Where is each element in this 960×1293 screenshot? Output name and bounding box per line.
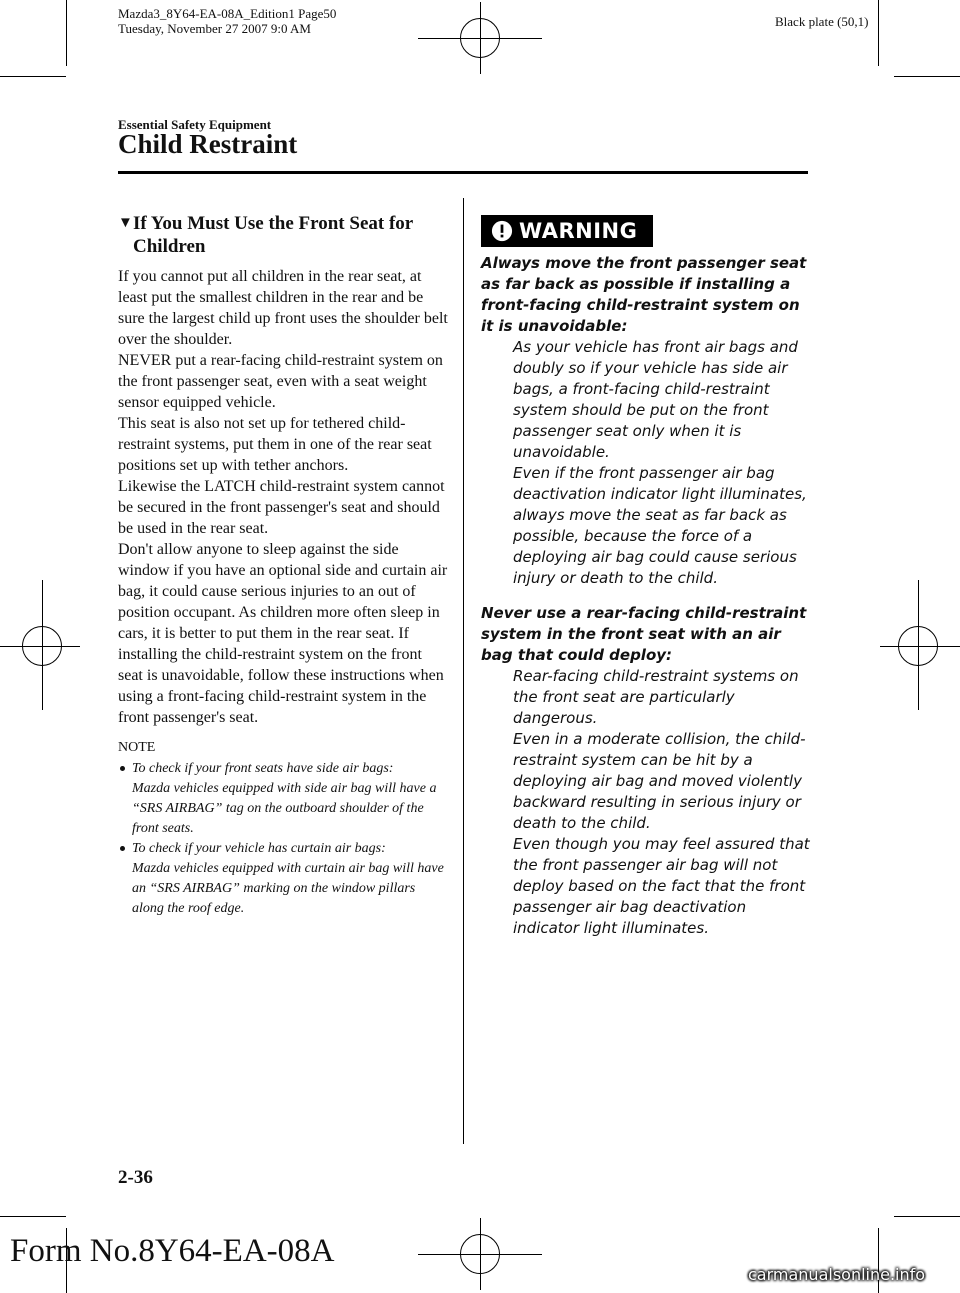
page-number: 2-36 (118, 1167, 153, 1188)
column-divider (463, 198, 464, 1144)
sub-heading (118, 212, 448, 258)
printer-slug-line: Tuesday, November 27 2007 9:0 AM (118, 21, 311, 36)
printer-slug (118, 6, 336, 36)
warning-label: WARNING (519, 219, 638, 243)
warning-body: Rear-facing child-restraint systems on the front seat are particularly dangerous. (513, 667, 799, 727)
printer-slug-line: Mazda3_8Y64-EA-08A_Edition1 Page50 (118, 6, 337, 21)
note-label: NOTE (118, 740, 156, 755)
warning-lead: Always move the front passenger seat as far back as possible if installing a front-facing child-restraint system on it is unavoidable: (481, 254, 807, 335)
note-item (118, 839, 448, 919)
note-item (118, 759, 448, 839)
warning-lead: Never use a rear-facing child-restraint system in the front seat with an air bag that could deploy: (481, 604, 807, 664)
plate-label: Black plate (50,1) (775, 14, 869, 29)
left-column (118, 212, 448, 919)
bullet-icon (120, 846, 125, 851)
warning-body: As your vehicle has front air bags and doubly so if your vehicle has side air bags, a front-facing child-restraint system should be put on the front passenger seat only when it is unavoidable. (513, 338, 798, 461)
note-detail: Mazda vehicles equipped with curtain air bag will have an “SRS AIRBAG” marking on the window pillars along the roof edge. (132, 861, 444, 916)
warning-icon (491, 220, 513, 242)
triangle-down-icon: ▼ (118, 215, 133, 231)
note-lead: To check if your vehicle has curtain air bags: (132, 841, 386, 856)
title-rule (118, 171, 808, 174)
note-list (118, 759, 448, 919)
warning-body: Even though you may feel assured that the front passenger air bag will not deploy based on the fact that the front passenger air bag deactivation indicator light illuminates. (513, 835, 810, 937)
page-title: Child Restraint (118, 129, 298, 159)
section-label: Essential Safety Equipment (118, 117, 272, 132)
warning-block (481, 253, 811, 589)
warning-badge (481, 215, 653, 247)
body-paragraph: NEVER put a rear-facing child-restraint system on the front passenger seat, even with a seat weight sensor equipped vehicle. (118, 352, 443, 411)
warning-body: Even in a moderate collision, the child-restraint system can be hit by a deploying air bag and moved violently backward resulting in serious injury or death to the child. (513, 730, 806, 832)
watermark: carmanualsonline.info (748, 1265, 926, 1284)
warning-body: Even if the front passenger air bag deactivation indicator light illuminates, always move the seat as far back as possible, because the force of a deploying air bag could cause serious injury or death to the child. (513, 464, 807, 587)
bullet-icon (120, 766, 125, 771)
body-paragraph: If you cannot put all children in the rear seat, at least put the smallest children in the rear and be sure the largest child up front uses the shoulder belt over the shoulder. (118, 268, 448, 348)
sub-heading-text: If You Must Use the Front Seat for Children (133, 213, 413, 257)
note-detail: Mazda vehicles equipped with side air bag will have a “SRS AIRBAG” tag on the outboard shoulder of the front seats. (132, 781, 437, 836)
body-paragraph: Don't allow anyone to sleep against the side window if you have an optional side and curtain air bag, it could cause serious injuries to an out of position occupant. As children more often sleep in cars, it is better to put them in the rear seat. If installing the child-restraint system on the front seat is unavoidable, follow these instructions when using a front-facing child-restraint system in the front passenger's seat. (118, 541, 448, 726)
warning-block (481, 603, 811, 939)
form-number: Form No.8Y64-EA-08A (10, 1233, 335, 1269)
right-column (481, 215, 811, 939)
note-lead: To check if your front seats have side air bags: (132, 761, 394, 776)
body-paragraph: Likewise the LATCH child-restraint system cannot be secured in the front passenger's seat and should be used in the rear seat. (118, 478, 445, 537)
body-paragraph: This seat is also not set up for tethered child-restraint systems, put them in one of the rear seat positions set up with tether anchors. (118, 415, 432, 474)
